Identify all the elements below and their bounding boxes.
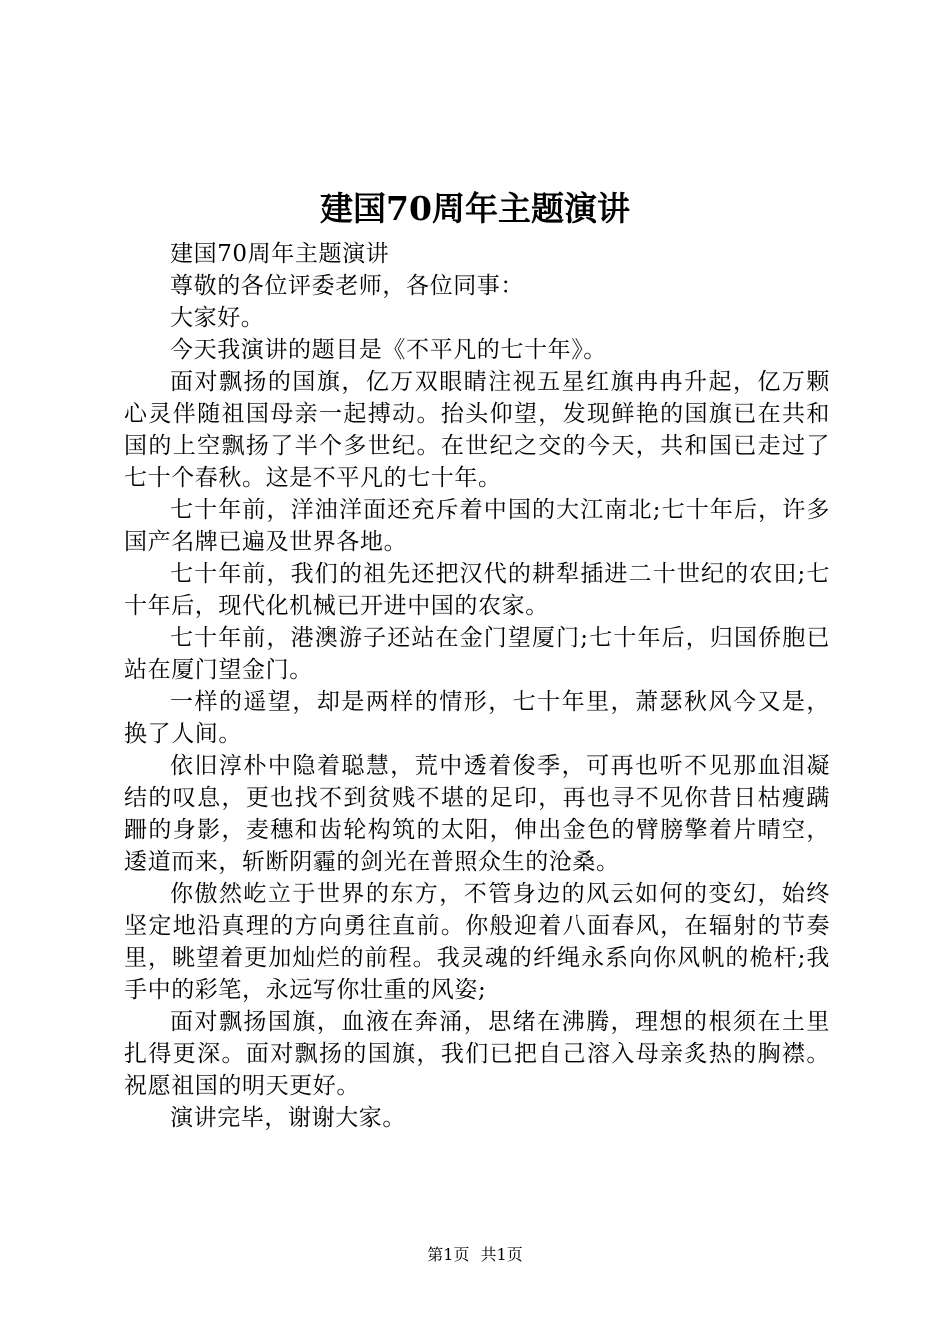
paragraph: 一样的遥望，却是两样的情形，七十年里，萧瑟秋风今又是，换了人间。 bbox=[124, 689, 830, 747]
paragraph: 今天我演讲的题目是《不平凡的七十年》。 bbox=[170, 337, 607, 363]
paragraph: 尊敬的各位评委老师，各位同事： bbox=[170, 273, 524, 299]
paragraph: 大家好。 bbox=[170, 305, 265, 331]
paragraph: 演讲完毕，谢谢大家。 bbox=[170, 1105, 406, 1131]
paragraph: 建国70周年主题演讲 bbox=[170, 241, 390, 267]
page-total: 共1页 bbox=[480, 1245, 523, 1264]
page-footer bbox=[0, 1244, 950, 1266]
page-number: 第1页 bbox=[427, 1245, 470, 1264]
paragraph: 七十年前，港澳游子还站在金门望厦门;七十年后，归国侨胞已站在厦门望金门。 bbox=[124, 625, 830, 683]
document-body bbox=[124, 238, 830, 1134]
document-title: 建国70周年主题演讲 bbox=[320, 189, 630, 228]
paragraph: 你傲然屹立于世界的东方，不管身边的风云如何的变幻，始终坚定地沿真理的方向勇往直前。你般迎着八面春风，在辐射的节奏里，眺望着更加灿烂的前程。我灵魂的纤绳永系向你风帆的桅杆;我手中的彩笔，永远写你壮重的风姿; bbox=[124, 881, 830, 1003]
paragraph: 面对飘扬国旗，血液在奔涌，思绪在沸腾，理想的根须在土里扎得更深。面对飘扬的国旗，我们已把自己溶入母亲炙热的胸襟。祝愿祖国的明天更好。 bbox=[124, 1009, 830, 1099]
paragraph: 面对飘扬的国旗，亿万双眼睛注视五星红旗冉冉升起，亿万颗心灵伴随祖国母亲一起搏动。抬头仰望，发现鲜艳的国旗已在共和国的上空飘扬了半个多世纪。在世纪之交的今天，共和国已走过了七十个春秋。这是不平凡的七十年。 bbox=[124, 369, 830, 491]
paragraph: 依旧淳朴中隐着聪慧，荒中透着俊季，可再也听不见那血泪凝结的叹息，更也找不到贫贱不堪的足印，再也寻不见你昔日枯瘦蹒跚的身影，麦穗和齿轮构筑的太阳，伸出金色的臂膀擎着片晴空，逶道而来，斩断阴霾的剑光在普照众生的沧桑。 bbox=[124, 753, 830, 875]
paragraph: 七十年前，我们的祖先还把汉代的耕犁插进二十世纪的农田;七十年后，现代化机械已开进中国的农家。 bbox=[124, 561, 830, 619]
paragraph: 七十年前，洋油洋面还充斥着中国的大江南北;七十年后，许多国产名牌已遍及世界各地。 bbox=[124, 497, 830, 555]
